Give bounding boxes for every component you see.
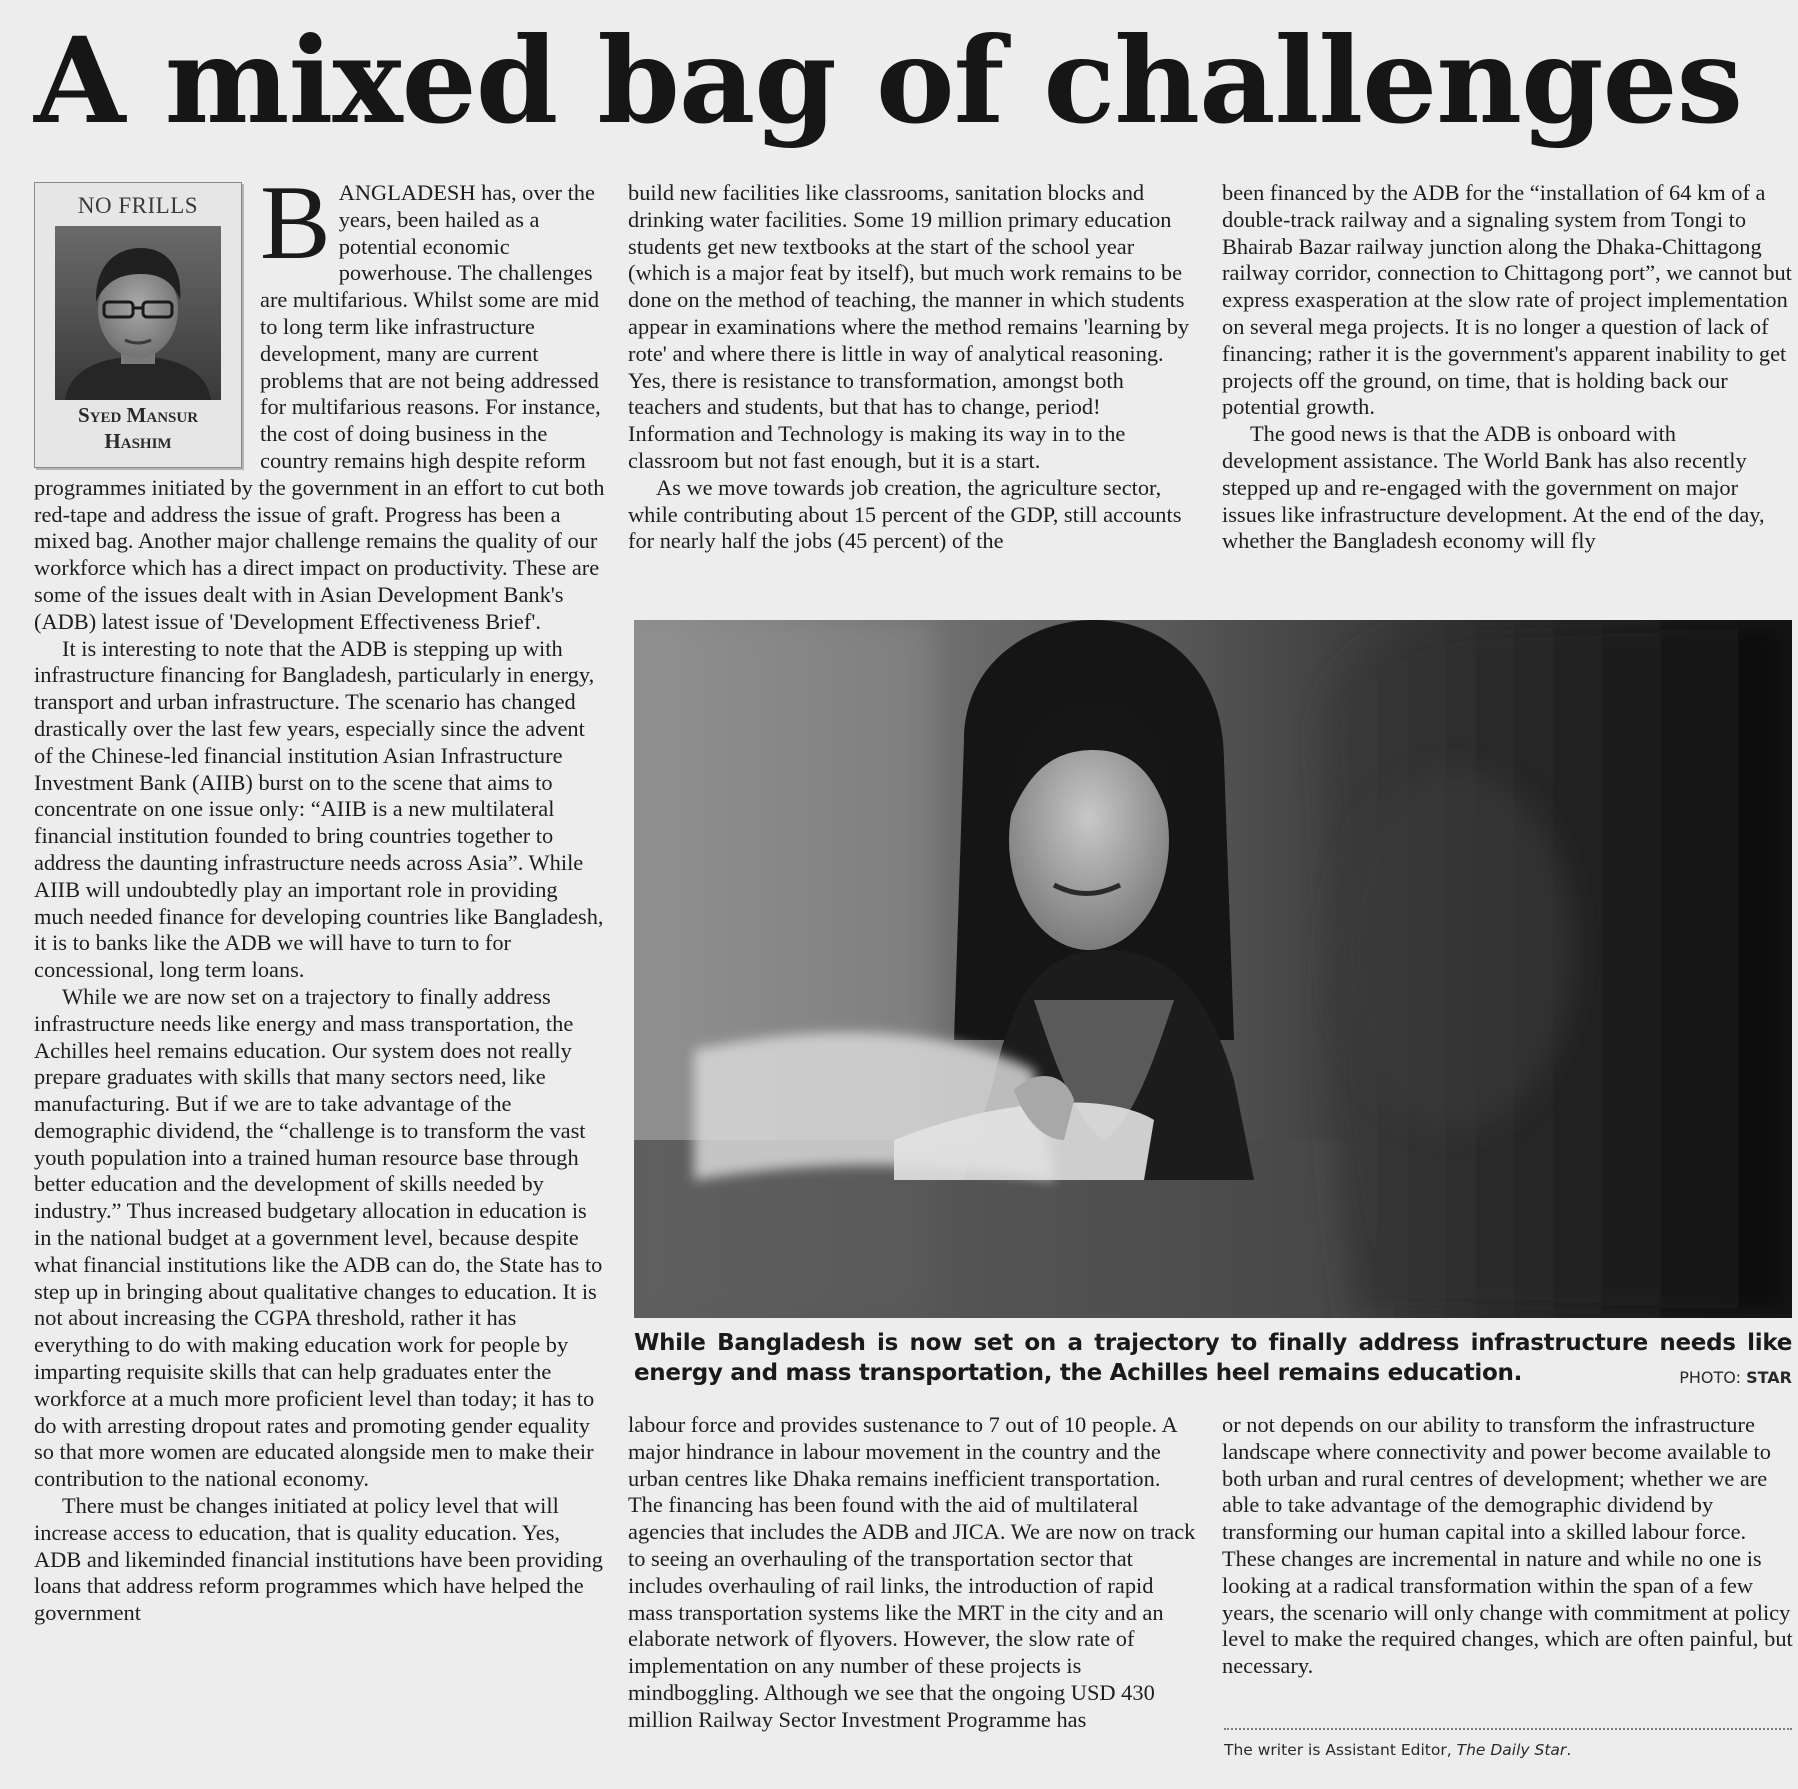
lead-caps: ANGLADESH bbox=[338, 180, 476, 205]
author-byline-first: Syed Mansur bbox=[77, 402, 199, 427]
writer-note-prefix: The writer is Assistant Editor, bbox=[1224, 1741, 1452, 1759]
body-paragraph: or not depends on our ability to transform the infrastructure landscape where connectivity and power become available to both urban and rural centres of development; whether we are able to take advantage of the demographic dividend by transforming our human capital into a skilled labour force. These changes are incremental in nature and while no one is looking at a radical transformation within the span of a few years, the scenario will only change with commitment at policy level to make the required changes, which are often painful, but necessary. bbox=[1222, 1412, 1793, 1679]
article-column-3-bottom bbox=[1222, 1412, 1794, 1722]
body-paragraph: There must be changes initiated at policy level that will increase access to education, that is quality education. Yes, ADB and likeminded financial institutions have been providing loans that address reform programmes which have helped the government bbox=[34, 1493, 603, 1626]
article-column-1 bbox=[34, 180, 606, 1774]
article-photo bbox=[634, 620, 1792, 1318]
body-paragraph: build new facilities like classrooms, sanitation blocks and drinking water facilities. Some 19 million primary education students get new textbooks at the start of the school year (which is a major feat by itself), but much work remains to be done on the method of teaching, the manner in which students appear in examinations where the method remains 'learning by rote' and where there is little in way of analytical reasoning. Yes, there is resistance to transformation, amongst both teachers and students, but that has to change, period! Information and Technology is making its way in to the classroom but not fast enough, but it is a start. bbox=[628, 180, 1190, 473]
photo-credit-label: PHOTO: bbox=[1679, 1368, 1741, 1387]
writer-note-suffix: . bbox=[1566, 1741, 1572, 1759]
article-column-3-top bbox=[1222, 180, 1794, 580]
drop-cap: B bbox=[260, 180, 331, 281]
writer-note bbox=[1224, 1740, 1792, 1760]
article-column-2-top bbox=[628, 180, 1200, 580]
article-column-2-bottom bbox=[628, 1412, 1200, 1774]
photo-credit-source: STAR bbox=[1746, 1368, 1792, 1387]
author-portrait bbox=[55, 226, 221, 400]
body-paragraph: As we move towards job creation, the agriculture sector, while contributing about 15 percent of the GDP, still accounts for nearly half the jobs (45 percent) of the bbox=[628, 474, 1182, 554]
body-paragraph: It is interesting to note that the ADB is stepping up with infrastructure financing for Bangladesh, particularly in energy, transport and urban infrastructure. The scenario has changed drastically over the last few years, especially since the advent of the Chinese-led financial institution Asian Infrastructure Investment Bank (AIIB) burst on to the scene that aims to concentrate on one issue only: “AIIB is a new multilateral financial institution founded to bring countries together to address the daunting infrastructure needs across Asia”. While AIIB will undoubtedly play an important role in providing much needed finance for developing countries like Bangladesh, it is to banks like the ADB we will have to turn to for concessional, long term loans. bbox=[34, 635, 604, 983]
lead-paragraph-text: has, over the years, been hailed as a potential economic powerhouse. The challenges are multifarious. Whilst some are mid to long term like infrastructure development, many are current problems that are not being addressed for multifarious reasons. For instance, the cost of doing business in the country remains high despite reform programmes initiated by the government in an effort to cut both red-tape and address the issue of graft. Progress has been a mixed bag. Another major challenge remains the quality of our workforce which has a direct impact on productivity. These are some of the issues dealt with in Asian Development Bank's (ADB) latest issue of 'Development Effectiveness Brief'. bbox=[34, 180, 605, 634]
body-paragraph: been financed by the ADB for the “installation of 64 km of a double-track railway and a signaling system from Tongi to Bhairab Bazar railway junction along the Dhaka-Chittagong railway corridor, connection to Chittagong port”, we cannot but express exasperation at the slow rate of project implementation on several mega projects. It is no longer a question of lack of financing; rather it is the government's apparent inability to get projects off the ground, on time, that is holding back our potential growth. bbox=[1222, 180, 1792, 420]
body-paragraph: labour force and provides sustenance to 7 out of 10 people. A major hindrance in labour movement in the country and the urban centres like Dhaka remains inefficient transportation. The financing has been found with the aid of multilateral agencies that includes the ADB and JICA. We are now on track to seeing an overhauling of the transportation sector that includes overhauling of rail links, the introduction of rapid mass transportation systems like the MRT in the city and an elaborate network of flyovers. However, the slow rate of implementation on any number of these projects is mindboggling. Although we see that the ongoing USD 430 million Railway Sector Investment Programme has bbox=[628, 1412, 1196, 1732]
body-paragraph: While we are now set on a trajectory to finally address infrastructure needs like energy and mass transportation, the Achilles heel remains education. Our system does not really prepare graduates with skills that many sectors need, like manufacturing. But if we are to take advantage of the demographic dividend, the “challenge is to transform the vast youth population into a trained human resource base through better education and the development of skills needed by industry.” Thus increased budgetary allocation in education is in the national budget at a government level, because despite what financial institutions like the ADB can do, the State has to step up in bringing about qualitative changes to education. It is not about increasing the CGPA threshold, rather it has everything to do with making education work for people by imparting requisite skills that can help graduates enter the workforce at a much more proficient level than today; it has to do with arresting dropout rates and promoting gender equality so that more women are educated alongside men to make their contribution to the national economy. bbox=[34, 983, 603, 1492]
photo-credit bbox=[1560, 1368, 1792, 1388]
footer-divider bbox=[1224, 1728, 1792, 1730]
headline: A mixed bag of challenges bbox=[34, 11, 1743, 150]
author-byline-last: Hashim bbox=[104, 428, 172, 453]
body-paragraph: The good news is that the ADB is onboard with development assistance. The World Bank has also recently stepped up and re-engaged with the government on major issues like infrastructure development. At the end of the day, whether the Bangladesh economy will fly bbox=[1222, 421, 1765, 554]
column-label: NO FRILLS bbox=[77, 193, 199, 218]
writer-note-publication: The Daily Star bbox=[1456, 1741, 1567, 1759]
column-box bbox=[34, 182, 242, 468]
photo-caption: While Bangladesh is now set on a trajectory to finally address infrastructure needs like energy and mass transportation, the Achilles heel remains education. bbox=[634, 1330, 1792, 1386]
